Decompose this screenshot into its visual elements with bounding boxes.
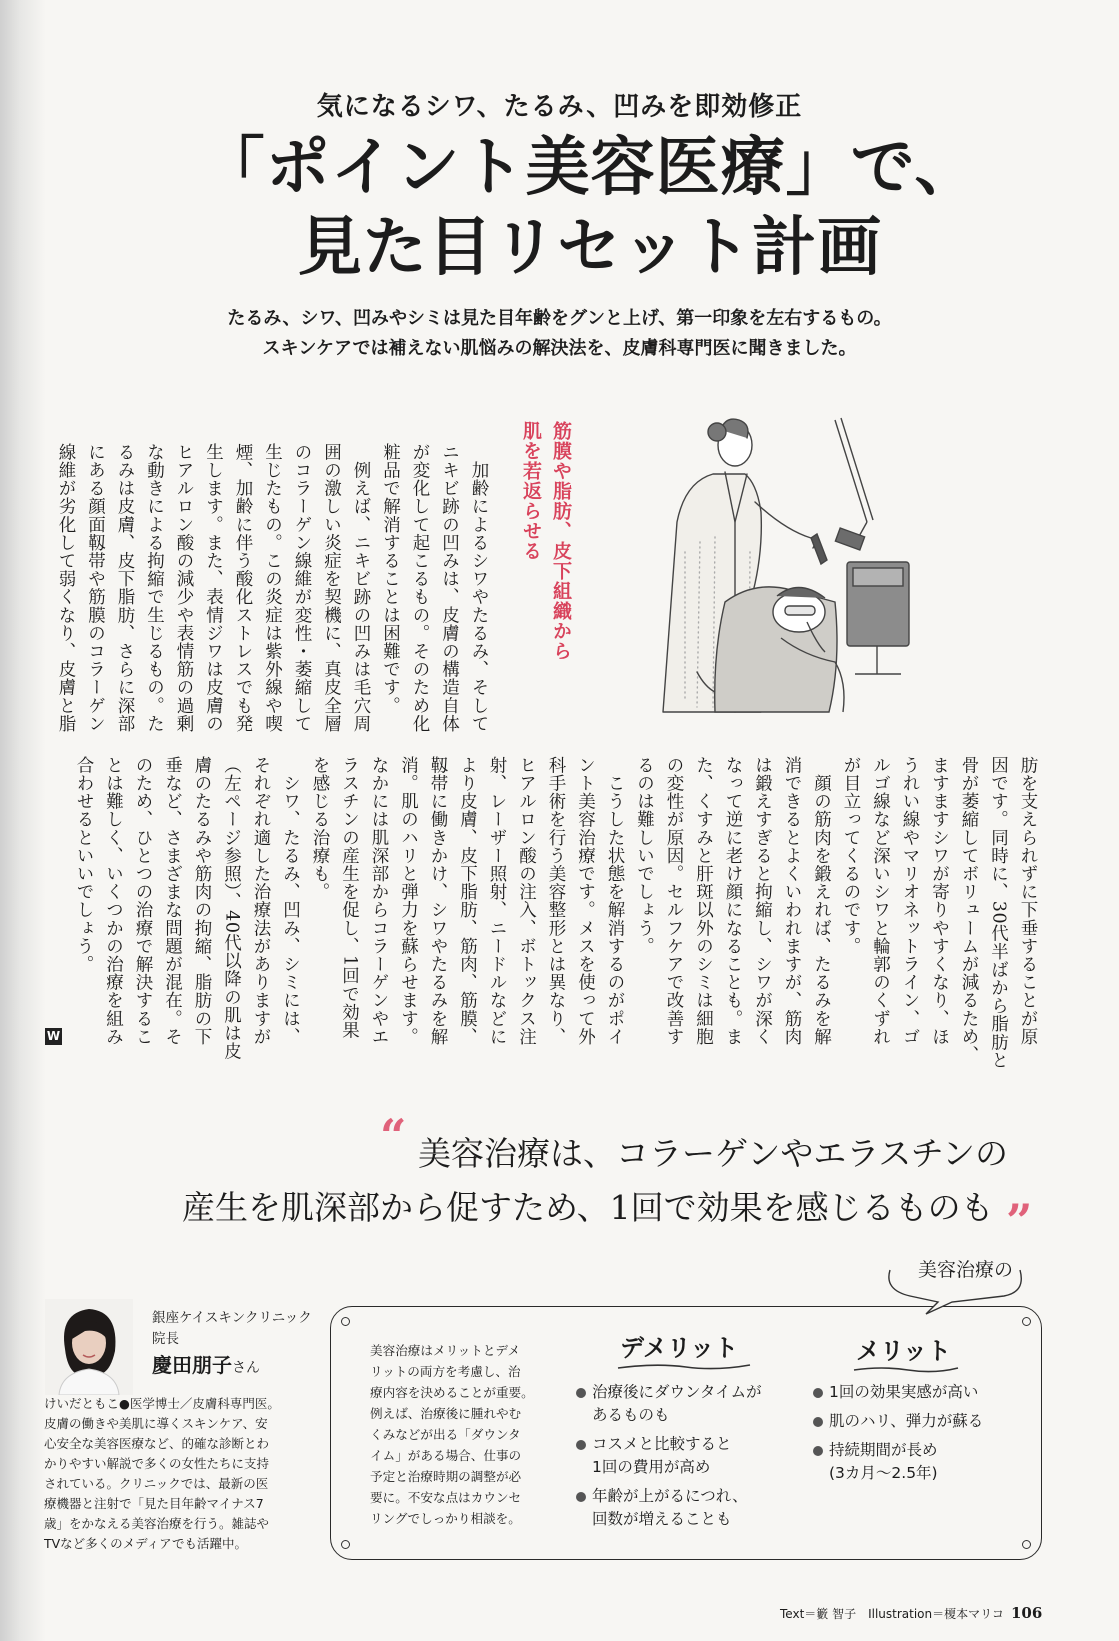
article-body-upper: 加齢によるシワやたるみ、そして ニキビ跡の凹みは、皮膚の構造自体 が変化して起こるもの。そのため化 粧品で解消することは困難です。 例えば、ニキビ跡の凹みは毛穴周 囲の激しい炎症を契機に、真皮全層 のコラーゲン線維が変性・萎縮して 生じたもの。この炎症は紫外線や喫 煙、加齢に伴う酸化ストレスでも発 生します。また、表情ジワは皮膚の ヒアルロン酸の減少や表情筋の過剰 な動きによる拘縮で生じるもの。た るみは皮膚、皮下脂肪、さらに深部 にある顔面靱帯や筋膜のコラーゲン 線維が劣化して弱くなり、皮膚と脂 — [56, 443, 489, 733]
profile-honorific: さん — [232, 1360, 260, 1376]
profile-bio-line: けいだともこ●医学博士／皮膚科専門医。 — [44, 1396, 280, 1411]
profile-name-text: 慶田朋子 — [152, 1353, 232, 1377]
credit-line: Text＝籔 智子 Illustration＝榎本マリコ — [780, 1607, 1004, 1621]
box-intro-line: 療内容を決めることが重要。 — [370, 1385, 534, 1400]
merit-item: 肌のハリ、弾力が蘇る — [811, 1410, 983, 1433]
box-intro-line: くみなどが出る「ダウンタ — [370, 1427, 521, 1442]
profile-bio-line: 歳」をかなえる美容治療を行う。雑誌や — [44, 1516, 270, 1531]
pull-quote-line-2: 産生を肌深部から促すため、1回で効果を感じるものも — [182, 1188, 994, 1227]
page-number: 106 — [1011, 1604, 1043, 1622]
corner-dot — [341, 1540, 350, 1549]
box-intro-line: 美容治療はメリットとデメ — [370, 1343, 521, 1358]
article-subheading: 筋膜や脂肪、皮下組織から 肌を若返らせる — [520, 421, 572, 661]
merit-list — [811, 1381, 983, 1491]
demerit-heading: デメリット — [620, 1334, 739, 1362]
profile-bio-line: かりやすい解説で多くの女性たちに支持 — [44, 1456, 270, 1471]
article-end-mark: W — [46, 1029, 61, 1043]
box-intro-line: 要に。不安な点はカウンセ — [370, 1490, 522, 1505]
quote-close-mark: ” — [1006, 1194, 1033, 1248]
merit-underline — [852, 1365, 960, 1375]
corner-dot — [341, 1317, 350, 1326]
demerit-list — [574, 1381, 762, 1537]
demerit-item: 治療後にダウンタイムが あるものも — [574, 1381, 762, 1427]
box-intro-line: リングでしっかり相談を。 — [370, 1511, 521, 1526]
merit-heading: メリット — [856, 1337, 952, 1365]
demerit-underline — [616, 1362, 752, 1372]
page-gutter-shadow — [0, 0, 46, 1641]
box-intro — [370, 1340, 560, 1529]
corner-dot — [1022, 1317, 1031, 1326]
profile-bio — [44, 1394, 316, 1554]
profile-clinic-name: 銀座ケイスキンクリニック — [152, 1310, 312, 1326]
profile-role: 院長 — [152, 1331, 179, 1347]
box-intro-line: イム」がある場合、仕事の — [370, 1448, 522, 1463]
pull-quote-line-1: 美容治療は、コラーゲンやエラスチンの — [418, 1134, 1009, 1173]
title-line-1: 「ポイント美容医療」で、 — [200, 131, 980, 205]
merit-item: 持続期間が長め (3カ月〜2.5年) — [811, 1439, 983, 1485]
quote-open-mark: “ — [380, 1109, 407, 1163]
profile-bio-line: TVなど多くのメディアでも活躍中。 — [44, 1536, 248, 1551]
doctor-treatment-illustration — [585, 412, 1055, 724]
profile-bio-line: 皮膚の働きや美肌に導くスキンケア、安 — [44, 1416, 268, 1431]
profile-name — [152, 1352, 260, 1381]
demerit-item: 年齢が上がるにつれ、 回数が増えることも — [574, 1485, 762, 1531]
profile-bio-line: されている。クリニックでは、最新の医 — [44, 1476, 269, 1491]
kicker: 気になるシワ、たるみ、凹みを即効修正 — [316, 92, 803, 122]
profile-bio-line: 療機器と注射で「見た目年齢マイナス7 — [44, 1496, 264, 1511]
doctor-portrait-photo — [45, 1299, 133, 1395]
lead-line-2: スキンケアでは補えない肌悩みの解決法を、皮膚科専門医に聞きました。 — [262, 338, 857, 359]
page-title — [150, 128, 1030, 288]
title-line-2: 見た目リセット計画 — [297, 211, 883, 285]
merit-item: 1回の効果実感が高い — [811, 1381, 983, 1404]
box-intro-line: 例えば、治療後に腫れやむ — [370, 1406, 522, 1421]
demerit-item: コスメと比較すると 1回の費用が高め — [574, 1433, 762, 1479]
lead-line-1: たるみ、シワ、凹みやシミは見た目年齢をグンと上げ、第一印象を左右するもの。 — [227, 308, 892, 329]
lead-paragraph — [0, 304, 1119, 364]
box-label: 美容治療の — [918, 1259, 1014, 1281]
profile-bio-line: 心安全な美容医療など、的確な診断とわ — [44, 1436, 270, 1451]
box-intro-line: リットの両方を考慮し、治 — [370, 1364, 521, 1379]
article-body-lower: 肪を支えられずに下垂することが原 因です。同時に、30代半ばから脂肪と 骨が萎縮してボリュームが減るため、 ますますシワが寄りやすくなり、ほ うれい線やマリオネットライン、ゴ ルゴ線など深いシワと輪郭のくずれ が目立ってくるのです。 顔の筋肉を鍛えれば、たるみを解 消できるとよくいわれますが、筋肉 は鍛えすぎると拘縮し、シワが深く なって逆に老け顔になることも。ま た、くすみと肝斑以外のシミは細胞 の変性が原因。セルフケアで改善す るのは難しいでしょう。 こうした状態を解消するのがポイ ント美容治療です。メスを使って外 科手術を行う美容整形とは異なり、 ヒアルロン酸の注入、ボトックス注 射、レーザー照射、ニードルなどに より皮膚、皮下脂肪、筋肉、筋膜、 靱帯に働きかけ、シワやたるみを解 消。肌のハリと弾力を蘇らせます。 なかには肌深部からコラーゲンやエ ラスチンの産生を促し、1回で効果 を感じる治療も。 シワ、たるみ、凹み、シミには、 それぞれ適した治療法がありますが （左ページ参照）、40代以降の肌は皮 膚のたるみや筋肉の拘縮、脂肪の下 垂など、さまざまな問題が混在。そ のため、ひとつの治療で解決するこ とは難しく、いくつかの治療を組み 合わせるといいでしょう。 — [74, 756, 1038, 1070]
box-intro-line: 予定と治療時期の調整が必 — [370, 1469, 522, 1484]
profile-affiliation — [152, 1308, 312, 1350]
corner-dot — [1022, 1540, 1031, 1549]
